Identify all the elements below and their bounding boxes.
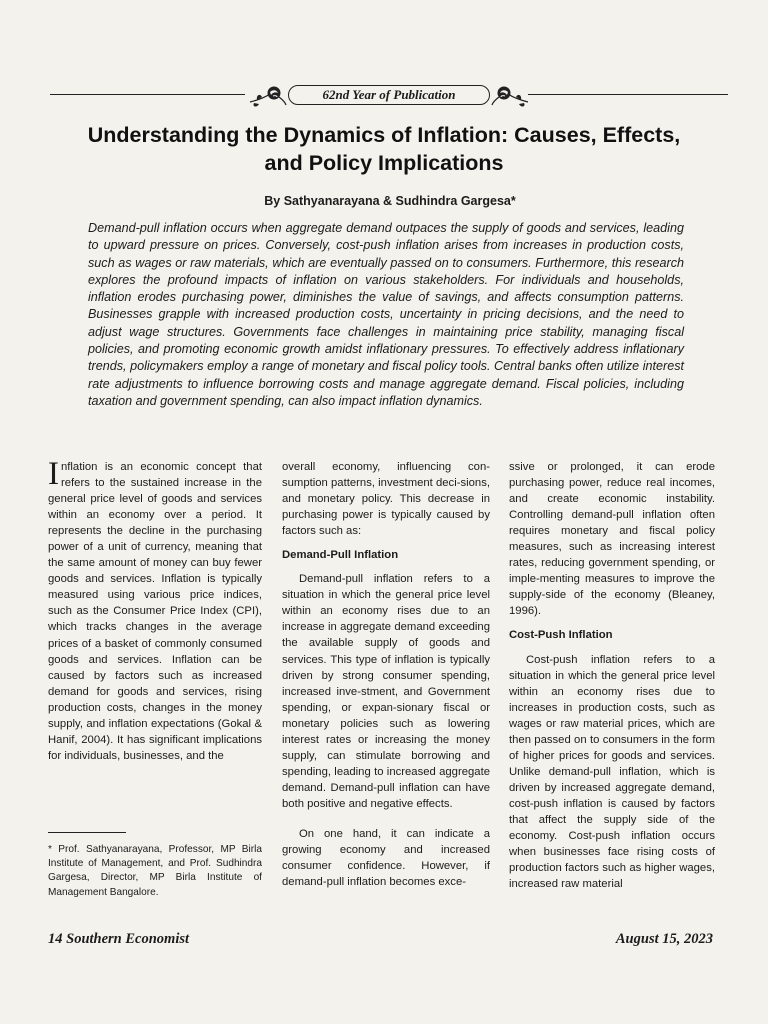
section-heading-cost-push: Cost-Push Inflation <box>509 629 613 642</box>
author-footnote: * Prof. Sathyanarayana, Professor, MP Birla Institute of Management, and Prof. Sudhindra Gargesa, Director, MP Birla Institute of Management Bangalore. <box>48 844 262 898</box>
rose-ornament-icon <box>248 80 288 110</box>
title-line-2: and Policy Implications <box>264 151 504 175</box>
cost-push-paragraph-1: Cost-push inflation refers to a situation in which the general price level within an economy rises due to increases in production costs, such as wages or raw material prices, which are then passed on to consumers in the form of higher prices for goods and services. Unlike demand-pull inflation, which is driven by increased aggregate demand, cost-push inflation is caused by factors that affect the supply side of the economy. Cost-push inflation occurs when businesses face rising costs of production factors such as higher wages, increased raw material <box>509 653 715 891</box>
drop-cap: I <box>48 456 59 492</box>
abstract: Demand-pull inflation occurs when aggregate demand outpaces the supply of goods and services, leading to upward pressure on prices. Conversely, cost-push inflation arises from increases in production costs, such as wages or raw materials, which are eventually passed on to consumers. Furthermore, this research explores the profound impacts of inflation on various stakeholders. For individuals and households, inflation erodes purchasing power, diminishes the value of savings, and affects consumption patterns. Businesses grapple with increased production costs, uncertainty in pricing decisions, and the need to adjust wage structures. Governments face challenges in maintaining price stability, managing fiscal policies, and promoting economic growth amidst inflationary pressures. To effectively address inflationary trends, policymakers employ a range of monetary and fiscal policy tools. Central banks often utilize interest rate adjustments to influence borrowing costs and manage aggregate demand. Fiscal policies, including taxation and government spending, can also impact inflation dynamics. <box>88 221 684 408</box>
footer-date: August 15, 2023 <box>615 931 713 947</box>
footnote-divider <box>48 832 126 833</box>
demand-pull-continuation: ssive or prolonged, it can erode purchasing power, reduce real incomes, and create economic instability. Controlling demand-pull inflation often requires monetary and fiscal policy measures, such as increasing interest rates, reducing government spending, or imple-menting measures to improve the supply-side of the economy (Bleaney, 1996). <box>509 461 715 618</box>
demand-pull-paragraph-2: On one hand, it can indicate a growing economy and increased consumer confidence. However, if demand-pull inflation becomes exce- <box>282 827 490 889</box>
publication-year-label: 62nd Year of Publication <box>288 85 490 105</box>
demand-pull-paragraph-1: Demand-pull inflation refers to a situation in which the general price level within an economy rises due to an increase in aggregate demand exceeding the available supply of goods and services. This type of inflation is typically driven by strong consumer spending, increased inve-stment, and Government spending, or expan-sionary fiscal or monetary policies such as lowering interest rates or increasing the money supply, can stimulate borrowing and spending, leading to increased aggregate demand. Demand-pull inflation can have both positive and negative effects. <box>282 573 490 810</box>
banner-rule-left <box>50 94 245 95</box>
article-title <box>40 121 728 177</box>
intro-text: nflation is an economic concept that refers to the sustained increase in the general price level of goods and services within an economy over a period. It represents the decline in the purchasing power of a unit of currency, meaning that the same amount of money can buy fewer goods and services. Inflation is typically measured using various price indices, such as the Consumer Price Index (CPI), which tracks changes in the average prices of a basket of commonly consumed goods and services. Inflation can be caused by factors such as increased demand for goods and services, rising production costs, changes in the money supply, and inflation expectations (Gokal & Hanif, 2004). It has significant implications for individuals, businesses, and the <box>48 461 262 762</box>
byline: By Sathyanarayana & Sudhindra Gargesa* <box>264 194 516 208</box>
intro-continuation: overall economy, influencing con-sumption patterns, investment deci-sions, and monetary policy. This decrease in purchasing power is typically caused by factors such as: <box>282 461 490 538</box>
column-1 <box>48 456 262 764</box>
footer-page-and-journal: 14 Southern Economist <box>48 931 190 947</box>
publication-banner <box>50 80 728 110</box>
rose-ornament-icon <box>490 80 530 110</box>
intro-paragraph <box>48 456 262 764</box>
column-3 <box>509 459 715 892</box>
column-2 <box>282 459 490 890</box>
section-heading-demand-pull: Demand-Pull Inflation <box>282 549 399 562</box>
title-line-1: Understanding the Dynamics of Inflation: Causes, Effects, <box>87 123 681 147</box>
banner-rule-right <box>528 94 728 95</box>
